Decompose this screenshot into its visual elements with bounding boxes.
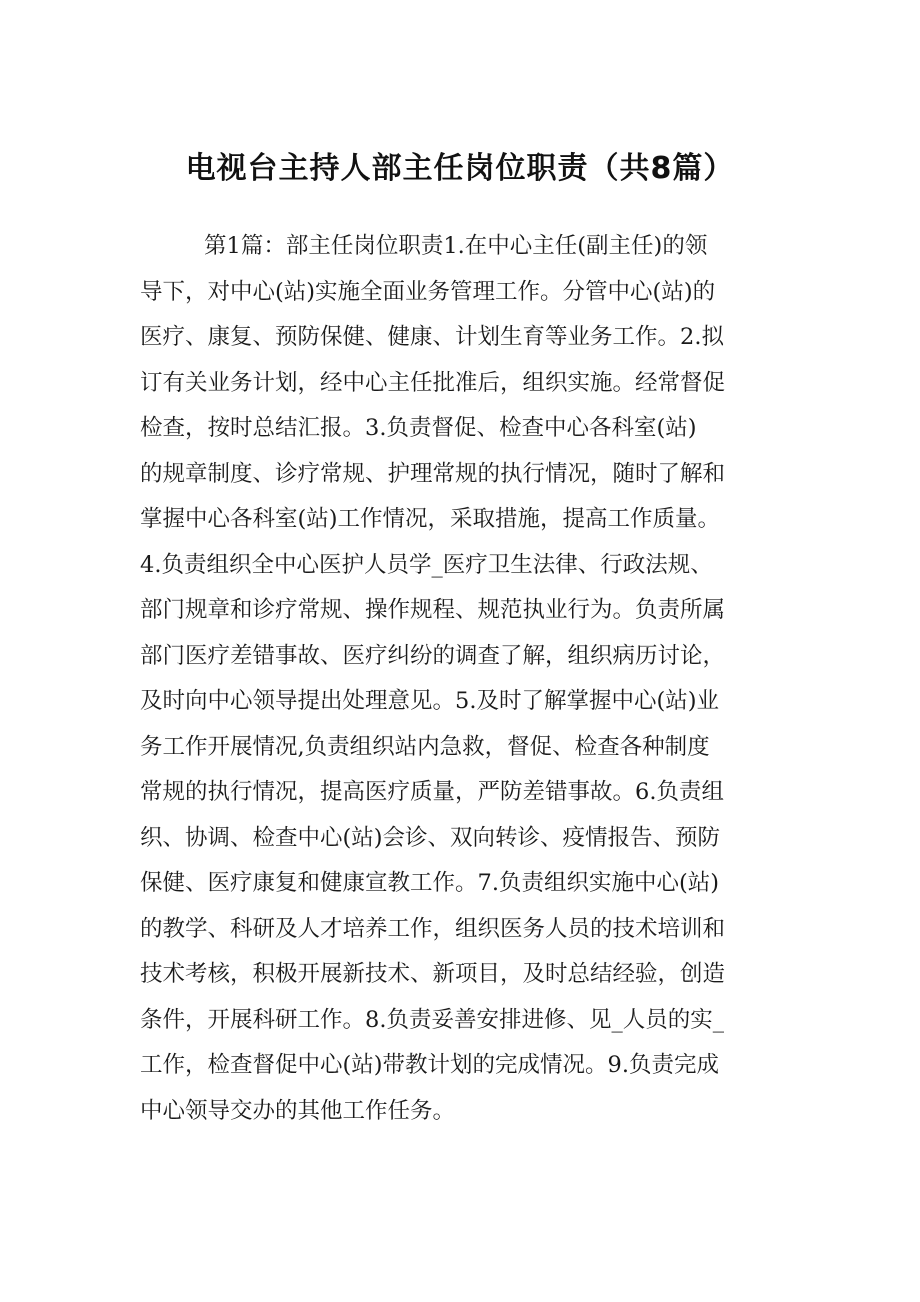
body-line: 4.负责组织全中心医护人员学_医疗卫生法律、行政法规、 (140, 551, 713, 578)
body-line: 中心领导交办的其他工作任务。 (140, 1097, 456, 1124)
body-line: 技术考核，积极开展新技术、新项目，及时总结经验，创造 (140, 961, 726, 987)
body-line: 掌握中心各科室(站)工作情况，采取措施，提高工作质量。 (140, 506, 721, 532)
body-line: 第1篇：部主任岗位职责1.在中心主任(副主任)的领 (204, 233, 708, 259)
body-line: 织、协调、检查中心(站)会诊、双向转诊、疫情报告、预防 (140, 824, 721, 851)
body-line: 部门规章和诊疗常规、操作规程、规范执业行为。负责所属 (140, 597, 726, 623)
body-line: 的教学、科研及人才培养工作，组织医务人员的技术培训和 (140, 915, 726, 942)
body-line: 常规的执行情况，提高医疗质量，严防差错事故。6.负责组 (140, 779, 724, 805)
body-line: 检查，按时总结汇报。3.负责督促、检查中心各科室(站) (140, 415, 697, 441)
body-line: 条件，开展科研工作。8.负责妥善安排进修、见_人员的实_ (140, 1006, 724, 1033)
body-line: 的规章制度、诊疗常规、护理常规的执行情况，随时了解和 (140, 460, 726, 487)
body-line: 务工作开展情况,负责组织站内急救，督促、检查各种制度 (140, 733, 710, 760)
body-line: 工作，检查督促中心(站)带教计划的完成情况。9.负责完成 (140, 1052, 720, 1078)
body-line: 订有关业务计划，经中心主任批准后，组织实施。经常督促 (140, 369, 726, 396)
body-line: 及时向中心领导提出处理意见。5.及时了解掌握中心(站)业 (140, 688, 720, 714)
body-line: 导下，对中心(站)实施全面业务管理工作。分管中心(站)的 (140, 278, 716, 305)
body-line: 保健、医疗康复和健康宣教工作。7.负责组织实施中心(站) (140, 870, 720, 896)
document-body (140, 224, 800, 1134)
body-line: 部门医疗差错事故、医疗纠纷的调查了解，组织病历讨论， (140, 642, 726, 669)
document-title: 电视台主持人部主任岗位职责（共8篇） (185, 151, 735, 186)
body-line: 医疗、康复、预防保健、健康、计划生育等业务工作。2.拟 (140, 324, 724, 350)
